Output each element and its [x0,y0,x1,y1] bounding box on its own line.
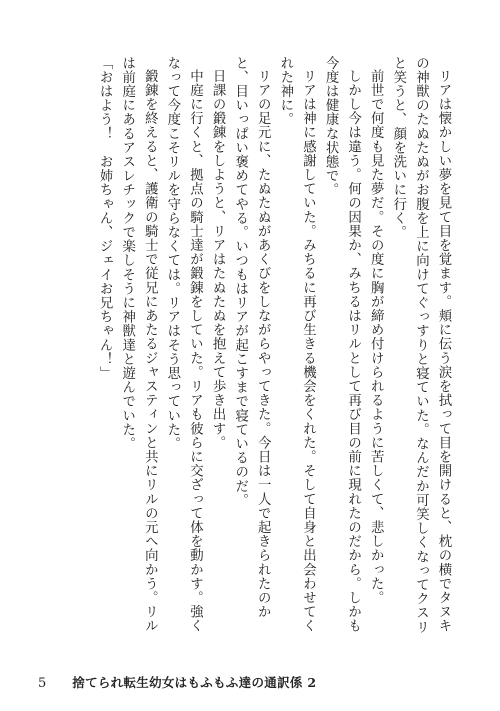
vertical-body-text [34,56,454,646]
paragraph: リアは懐かしい夢を見て目を覚ます。頬に伝う涙を拭って目を開けると、枕の横でタヌキの神獣のたぬたぬがお腹を上に向けてぐっすりと寝ていた。なんだか可笑しくなってクスリと笑うと、顔を洗いに行く。 [390,56,451,635]
paragraph: 中庭に行くと、拠点の騎士達が鍛錬をしていた。リアも彼らに交ざって体を動かす。強くなって今度こそリルを守らなくては。リアはそう思っていた。 [164,56,203,634]
paragraph: リアは神に感謝していた。みちるに再び生きる機会をくれた。そして自身と出会わせてくれた神に。 [277,56,316,634]
paragraph: しかし今は違う。何の因果か、みちるはリルとして再び目の前に現れたのだから。しかも今度は健康な状態で。 [323,56,361,634]
page-footer [38,673,316,691]
dialogue-line: 「おはよう！ お姉ちゃん、ジェイお兄ちゃん！」 [97,56,113,381]
paragraph: リアの足元に、たぬたぬがあくびをしながらやってきた。今日は一人で起きられたのかと、目いっぱい褒めてやる。いつもはリアが起こすまで寝ているのだ。 [232,56,271,620]
page-number: 5 [38,676,47,691]
paragraph: 日課の鍛錬をしようと、リアはたぬたぬを抱えて歩き出す。 [210,69,226,451]
paragraph: 前世で何度も見た夢だ。その度に胸が締め付けられるように苦しくて、悲しかった。 [368,69,384,606]
running-title: 捨てられ転生幼女はもふもふ達の通訳係 2 [72,675,317,690]
paragraph: 鍛錬を終えると、護衛の騎士で従兄にあたるジャスティンと共にリルの元へ向かう。リルは前庭にあるアスレチックで楽しそうに神獣達と遊んでいた。 [119,56,158,634]
